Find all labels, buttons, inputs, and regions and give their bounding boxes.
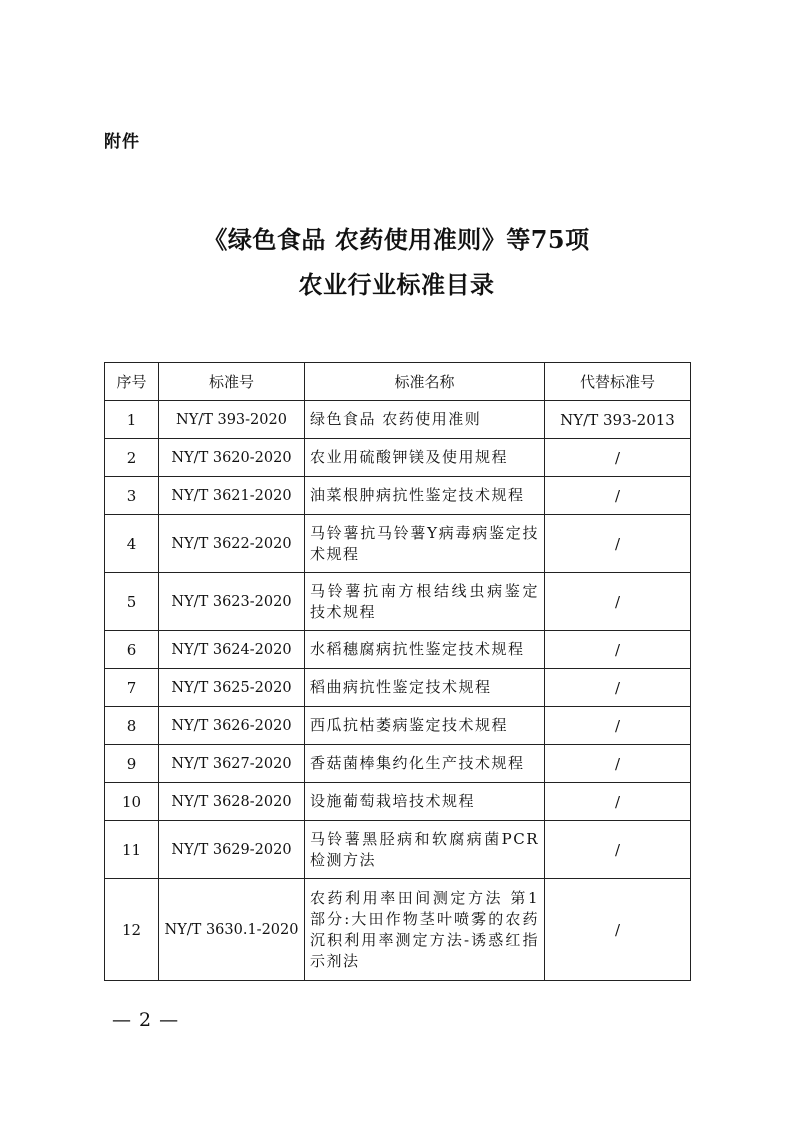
row-standard-code: NY/T 3621-2020	[159, 477, 305, 515]
row-index: 3	[105, 477, 159, 515]
row-index: 8	[105, 707, 159, 745]
header-index: 序号	[105, 363, 159, 401]
table-row	[105, 879, 691, 981]
table-row	[105, 573, 691, 631]
row-replaced-standard: /	[545, 477, 691, 515]
header-standard-code: 标准号	[159, 363, 305, 401]
row-replaced-standard: /	[545, 515, 691, 573]
row-standard-code: NY/T 3625-2020	[159, 669, 305, 707]
row-replaced-standard: /	[545, 821, 691, 879]
row-standard-name: 香菇菌棒集约化生产技术规程	[305, 745, 545, 783]
table-row	[105, 783, 691, 821]
row-standard-name: 绿色食品 农药使用准则	[305, 401, 545, 439]
row-index: 4	[105, 515, 159, 573]
row-replaced-standard: NY/T 393-2013	[545, 401, 691, 439]
row-standard-name: 马铃薯抗马铃薯Y病毒病鉴定技术规程	[305, 515, 545, 573]
row-standard-code: NY/T 3620-2020	[159, 439, 305, 477]
row-standard-name: 农业用硫酸钾镁及使用规程	[305, 439, 545, 477]
table-row	[105, 631, 691, 669]
row-index: 6	[105, 631, 159, 669]
table-row	[105, 477, 691, 515]
row-replaced-standard: /	[545, 783, 691, 821]
row-standard-code: NY/T 3630.1-2020	[159, 879, 305, 981]
table-row	[105, 401, 691, 439]
row-index: 10	[105, 783, 159, 821]
row-replaced-standard: /	[545, 439, 691, 477]
page-number: — 2 —	[112, 1009, 180, 1031]
row-index: 1	[105, 401, 159, 439]
row-standard-name: 农药利用率田间测定方法 第1部分:大田作物茎叶喷雾的农药沉积利用率测定方法-诱惑红指示剂法	[305, 879, 545, 981]
row-standard-code: NY/T 393-2020	[159, 401, 305, 439]
row-standard-code: NY/T 3627-2020	[159, 745, 305, 783]
row-standard-name: 水稻穗腐病抗性鉴定技术规程	[305, 631, 545, 669]
row-index: 2	[105, 439, 159, 477]
document-title-line-1: 《绿色食品 农药使用准则》等75项	[203, 225, 590, 254]
row-standard-code: NY/T 3629-2020	[159, 821, 305, 879]
table-row	[105, 669, 691, 707]
row-replaced-standard: /	[545, 879, 691, 981]
document-title-line-2: 农业行业标准目录	[298, 270, 495, 299]
row-replaced-standard: /	[545, 707, 691, 745]
table-header-row	[105, 363, 691, 401]
row-index: 11	[105, 821, 159, 879]
row-standard-name: 油菜根肿病抗性鉴定技术规程	[305, 477, 545, 515]
standards-table	[104, 362, 691, 981]
row-replaced-standard: /	[545, 631, 691, 669]
row-replaced-standard: /	[545, 573, 691, 631]
row-standard-name: 西瓜抗枯萎病鉴定技术规程	[305, 707, 545, 745]
row-index: 7	[105, 669, 159, 707]
header-standard-name: 标准名称	[305, 363, 545, 401]
table-row	[105, 707, 691, 745]
row-standard-code: NY/T 3628-2020	[159, 783, 305, 821]
row-index: 5	[105, 573, 159, 631]
header-replaced-standard: 代替标准号	[545, 363, 691, 401]
row-standard-name: 马铃薯抗南方根结线虫病鉴定技术规程	[305, 573, 545, 631]
row-replaced-standard: /	[545, 745, 691, 783]
row-standard-name: 稻曲病抗性鉴定技术规程	[305, 669, 545, 707]
table-row	[105, 821, 691, 879]
row-standard-code: NY/T 3624-2020	[159, 631, 305, 669]
row-standard-name: 马铃薯黑胫病和软腐病菌PCR检测方法	[305, 821, 545, 879]
row-standard-code: NY/T 3623-2020	[159, 573, 305, 631]
row-index: 9	[105, 745, 159, 783]
table-row	[105, 439, 691, 477]
table-row	[105, 745, 691, 783]
row-replaced-standard: /	[545, 669, 691, 707]
row-standard-code: NY/T 3626-2020	[159, 707, 305, 745]
row-standard-code: NY/T 3622-2020	[159, 515, 305, 573]
attachment-label: 附件	[104, 132, 140, 152]
row-standard-name: 设施葡萄栽培技术规程	[305, 783, 545, 821]
row-index: 12	[105, 879, 159, 981]
table-row	[105, 515, 691, 573]
